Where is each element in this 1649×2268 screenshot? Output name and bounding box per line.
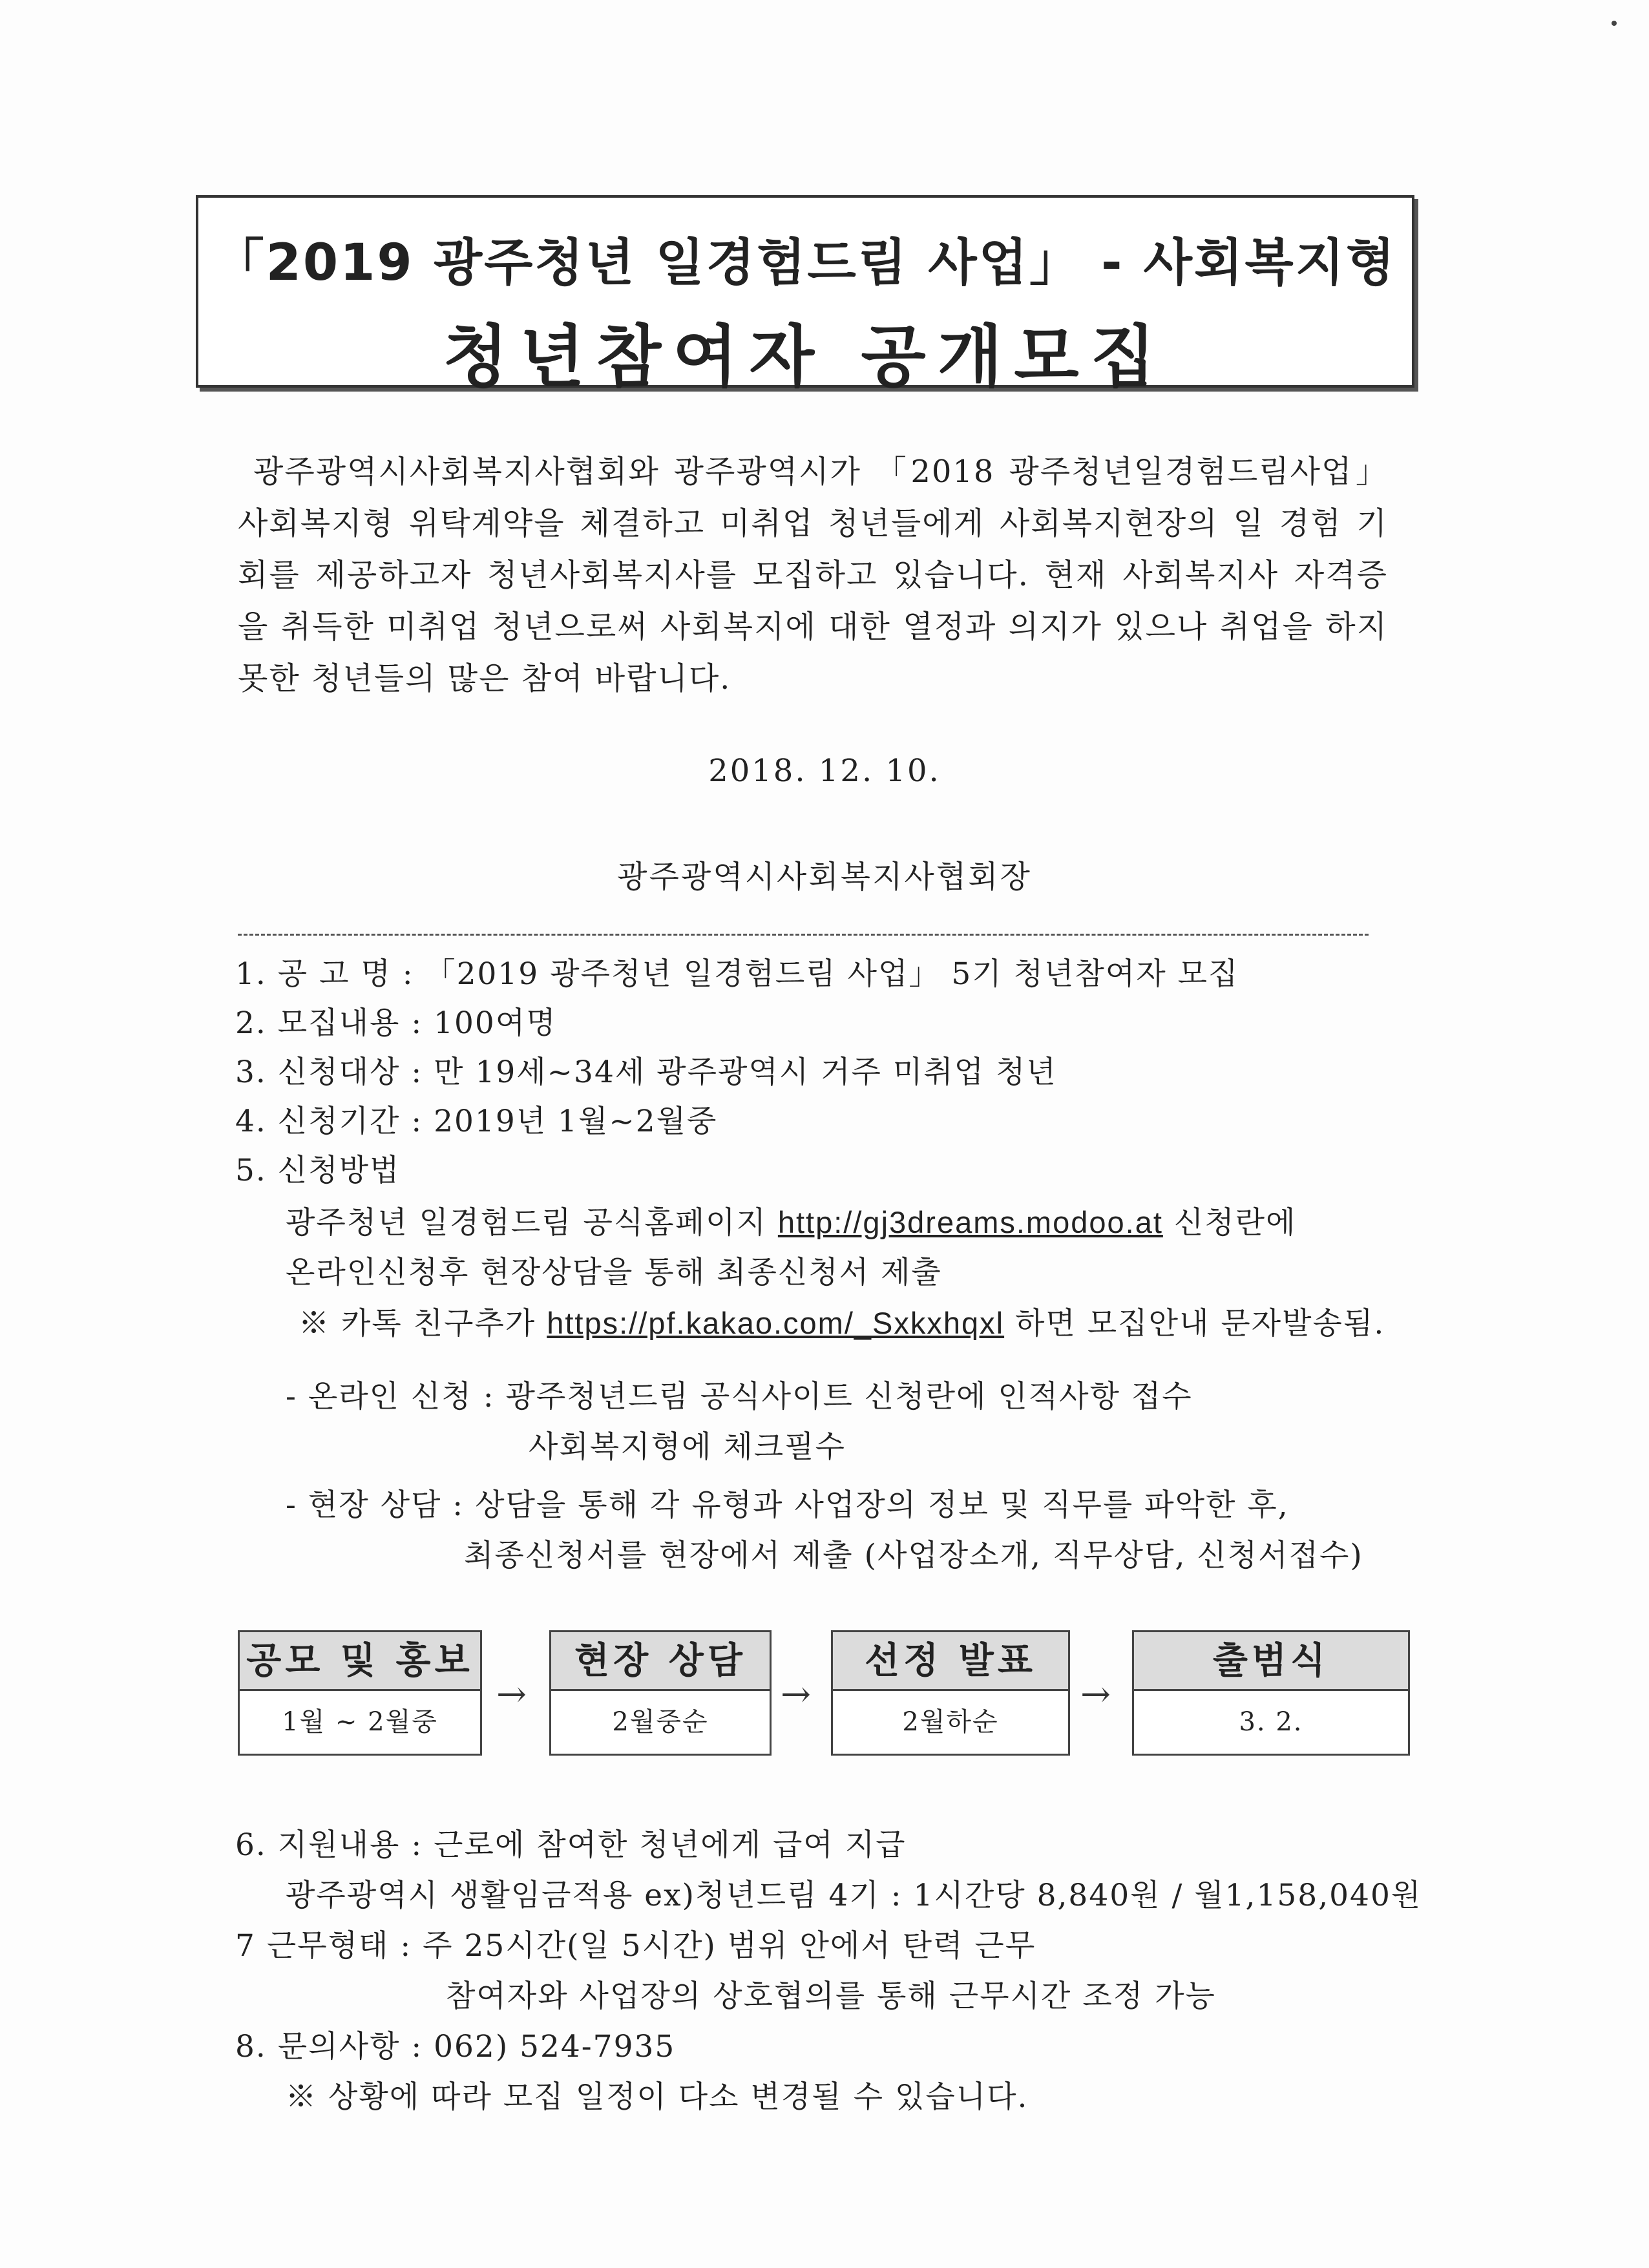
item-contact: 8. 문의사항 : 062) 524-7935 <box>235 2029 676 2064</box>
schedule-note: ※ 상황에 따라 모집 일정이 다소 변경될 수 있습니다. <box>286 2079 1029 2115</box>
online-apply: - 온라인 신청 : 광주청년드림 공식사이트 신청란에 인적사항 접수 <box>286 1379 1193 1414</box>
item-title: 1. 공 고 명 : 「2019 광주청년 일경험드림 사업」 5기 청년참여자 모집 <box>235 956 1239 992</box>
homepage-link[interactable]: http://gj3dreams.modoo.at <box>777 1205 1163 1239</box>
divider <box>238 934 1369 936</box>
announcement-date: 2018. 12. 10. <box>708 753 941 789</box>
title-box <box>196 195 1414 396</box>
item-method: 5. 신청방법 <box>235 1153 401 1188</box>
item-work-type-detail: 참여자와 사업장의 상호협의를 통해 근무시간 조정 가능 <box>446 1979 1216 2014</box>
flow-step-promotion <box>238 1630 482 1756</box>
method-kakao-post: 하면 모집안내 문자발송됨. <box>1004 1306 1385 1341</box>
flow-step-title: 선정 발표 <box>833 1632 1068 1691</box>
flow-step-consult <box>549 1630 772 1756</box>
item-period: 4. 신청기간 : 2019년 1월~2월중 <box>235 1104 718 1139</box>
flow-step-period: 2월중순 <box>612 1707 709 1737</box>
item-support-detail: 광주광역시 생활임금적용 ex)청년드림 4기 : 1시간당 8,840원 / 월1,158,040원 <box>286 1878 1422 1913</box>
flow-step-launch <box>1132 1630 1410 1756</box>
flow-arrow-icon: → <box>496 1674 527 1716</box>
onsite-consult: - 현장 상담 : 상담을 통해 각 유형과 사업장의 정보 및 직무를 파악한 후, <box>286 1487 1289 1523</box>
flow-step-period: 3. 2. <box>1239 1707 1303 1737</box>
flow-arrow-icon: → <box>1080 1674 1111 1716</box>
flow-step-title: 공모 및 홍보 <box>240 1632 480 1691</box>
title-line1: 「2019 광주청년 일경험드림 사업」 - 사회복지형 <box>213 234 1397 292</box>
flow-step-announce <box>831 1630 1070 1756</box>
item-work-type: 7 근무형태 : 주 25시간(일 5시간) 범위 안에서 탄력 근무 <box>235 1928 1036 1964</box>
intro-paragraph: 광주광역시사회복지사협회와 광주광역시가 「2018 광주청년일경험드림사업」 사회복지형 위탁계약을 체결하고 미취업 청년들에게 사회복지현장의 일 경험 기회를 제공하고자 청년사회복지사를 모집하고 있습니다. 현재 사회복지사 자격증을 취득한 미취업 청년으로써 사회복지에 대한 열정과 의지가 있으나 취업을 하지 못한 청년들의 많은 참여 바랍니다. <box>238 454 1388 697</box>
scan-speck <box>1612 21 1617 26</box>
item-recruit-count: 2. 모집내용 : 100여명 <box>235 1005 557 1041</box>
method-submit: 온라인신청후 현장상담을 통해 최종신청서 제출 <box>286 1255 942 1290</box>
title-line2: 청년참여자 공개모집 <box>443 317 1168 396</box>
flow-step-title: 출범식 <box>1134 1632 1408 1691</box>
item-eligibility: 3. 신청대상 : 만 19세~34세 광주광역시 거주 미취업 청년 <box>235 1055 1057 1090</box>
online-apply-note: 사회복지형에 체크필수 <box>529 1429 846 1465</box>
onsite-consult-note: 최종신청서를 현장에서 제출 (사업장소개, 직무상담, 신청서접수) <box>464 1538 1363 1573</box>
method-homepage-post: 신청란에 <box>1162 1205 1297 1241</box>
intro-section <box>238 446 1388 704</box>
method-kakao <box>299 1304 1385 1343</box>
method-homepage <box>286 1203 1296 1243</box>
item-support: 6. 지원내용 : 근로에 참여한 청년에게 급여 지급 <box>235 1827 907 1863</box>
flow-step-period: 1월 ~ 2월중 <box>282 1707 438 1737</box>
flow-step-period: 2월하순 <box>902 1707 999 1737</box>
flow-step-title: 현장 상담 <box>551 1632 770 1691</box>
method-homepage-pre: 광주청년 일경험드림 공식홈페이지 <box>286 1205 778 1241</box>
method-kakao-pre: ※ 카톡 친구추가 <box>299 1306 547 1341</box>
kakao-link[interactable]: https://pf.kakao.com/_Sxkxhqxl <box>547 1306 1005 1340</box>
issuer-name: 광주광역시사회복지사협회장 <box>617 859 1032 895</box>
flow-arrow-icon: → <box>781 1674 811 1716</box>
